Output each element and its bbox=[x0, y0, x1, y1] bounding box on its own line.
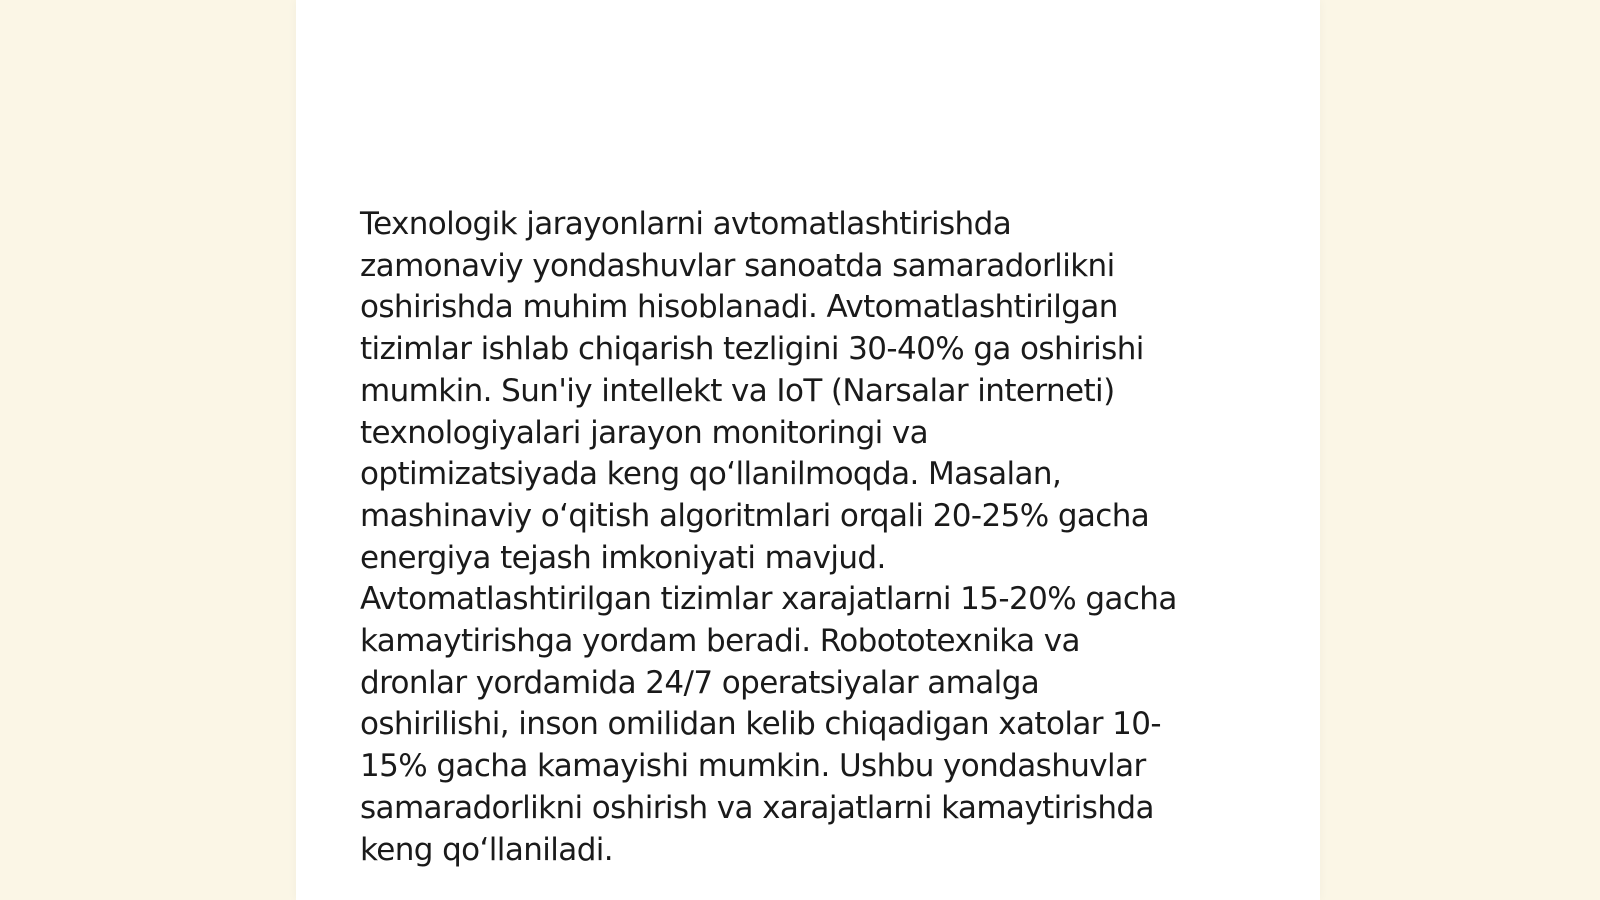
body-paragraph bbox=[360, 204, 1260, 871]
paragraph-line: kamaytirishga yordam beradi. Robototexnika va bbox=[360, 623, 1080, 660]
paragraph-line: energiya tejash imkoniyati mavjud. bbox=[360, 539, 886, 576]
paragraph-line: tizimlar ishlab chiqarish tezligini 30-40% ga oshirishi bbox=[360, 331, 1144, 368]
paragraph-line: Texnologik jarayonlarni avtomatlashtirishda bbox=[360, 206, 1012, 242]
document-page bbox=[296, 0, 1320, 900]
paragraph-line: samaradorlikni oshirish va xarajatlarni kamaytirishda bbox=[360, 789, 1154, 826]
paragraph-line: 15% gacha kamayishi mumkin. Ushbu yondashuvlar bbox=[360, 748, 1146, 785]
paragraph-line: oshirilishi, inson omilidan kelib chiqadigan xatolar 10- bbox=[360, 706, 1161, 743]
paragraph-line: dronlar yordamida 24/7 operatsiyalar amalga bbox=[360, 664, 1040, 701]
paragraph-line: Avtomatlashtirilgan tizimlar xarajatlarni 15-20% gacha bbox=[360, 581, 1177, 618]
paragraph-line: optimizatsiyada keng qo‘llanilmoqda. Masalan, bbox=[360, 456, 1062, 493]
paragraph-line: oshirishda muhim hisoblanadi. Avtomatlashtirilgan bbox=[360, 289, 1118, 326]
paragraph-line: zamonaviy yondashuvlar sanoatda samaradorlikni bbox=[360, 247, 1115, 284]
paragraph-line: mumkin. Sun'iy intellekt va IoT (Narsalar interneti) bbox=[360, 372, 1115, 409]
paragraph-line: keng qo‘llaniladi. bbox=[360, 831, 614, 868]
paragraph-line: mashinaviy o‘qitish algoritmlari orqali 20-25% gacha bbox=[360, 497, 1150, 534]
paragraph-line: texnologiyalari jarayon monitoringi va bbox=[360, 414, 929, 451]
